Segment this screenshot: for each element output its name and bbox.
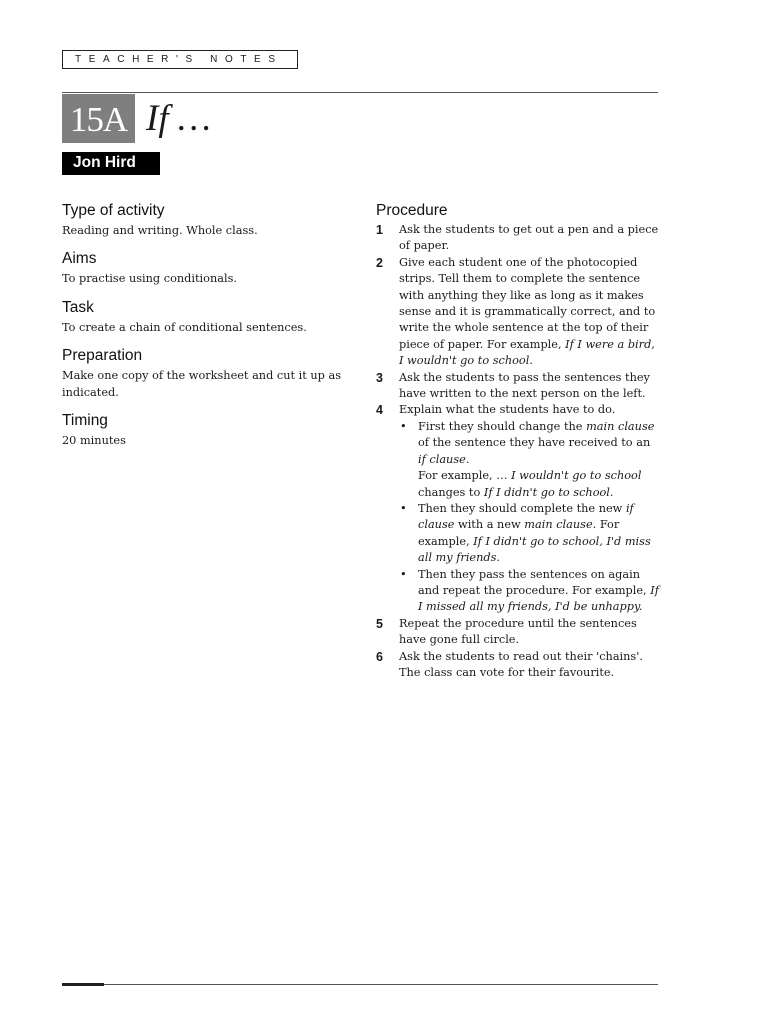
b2-a: Then they should complete the new — [418, 501, 626, 515]
procedure-step-2 — [376, 255, 660, 370]
b2-c: . For example, — [418, 518, 620, 548]
teachers-notes-label: TEACHER'S NOTES — [62, 50, 298, 69]
step-number: 5 — [376, 616, 383, 631]
bottom-divider — [62, 984, 658, 985]
section-aims — [62, 248, 347, 287]
step-2-example: If I were a bird, I wouldn't go to school — [399, 337, 655, 368]
type-heading: Type of activity — [62, 202, 165, 219]
procedure-step-6 — [376, 649, 660, 682]
b1-changes: changes to — [418, 485, 484, 499]
unit-code: 15A — [62, 94, 135, 143]
procedure-column — [376, 200, 660, 681]
bullet-item-1 — [399, 419, 660, 501]
prep-heading: Preparation — [62, 347, 143, 365]
bullet-text — [418, 501, 660, 567]
b2-ex: If I didn't go to school, I'd miss all my friends. — [418, 534, 651, 565]
b2-b: with a new — [454, 518, 525, 532]
unit-title: If … — [146, 98, 211, 139]
timing-heading: Timing — [62, 412, 108, 430]
task-text: To create a chain of conditional sentences. — [62, 320, 307, 334]
step-text — [399, 255, 660, 370]
b1-end: . — [609, 485, 614, 499]
bullet-text — [418, 419, 660, 501]
bullet-item-3 — [399, 567, 660, 616]
timing-text: 20 minutes — [62, 434, 126, 448]
step-text: Ask the students to get out a pen and a piece of paper. — [399, 223, 659, 253]
b1-c: . — [465, 452, 470, 466]
step-2-text: Give each student one of the photocopied strips. Tell them to complete the sentence with anything they like as long as it makes sense and it is grammatically correct, and to write the whole sentence at the top of their piece of paper. For example, — [399, 255, 656, 351]
b3-a: Then they pass the sentences on again and repeat the procedure. For example, — [418, 567, 651, 597]
author-name: Jon Hird — [62, 152, 160, 175]
step-number: 2 — [376, 255, 383, 270]
b3-ex: If I missed all my friends, I'd be unhappy. — [418, 583, 659, 614]
prep-text: Make one copy of the worksheet and cut it up as indicated. — [62, 369, 342, 399]
step-number: 1 — [376, 223, 383, 237]
aims-heading: Aims — [62, 250, 97, 268]
bullet-icon: • — [400, 501, 407, 515]
section-task — [62, 297, 347, 336]
section-timing — [62, 410, 347, 449]
b1-ex1: … I wouldn't go to school — [496, 469, 642, 483]
task-heading: Task — [62, 298, 94, 316]
b1-a: First they should change the — [418, 419, 587, 433]
procedure-step-1 — [376, 222, 660, 255]
bottom-divider-accent — [62, 983, 104, 986]
section-preparation — [62, 345, 347, 401]
left-column — [62, 200, 347, 458]
step-number: 6 — [376, 649, 383, 664]
b1-b: of the sentence they have received to an — [418, 436, 651, 450]
bullet-text — [418, 567, 660, 616]
b2-if: if clause — [418, 501, 634, 532]
step-number: 3 — [376, 370, 383, 385]
b1-if: if clause — [418, 452, 466, 466]
step-2-end: . — [529, 354, 533, 368]
b1-ex2: If I didn't go to school — [483, 485, 610, 499]
bullet-item-2 — [399, 501, 660, 567]
procedure-step-4 — [376, 402, 660, 418]
type-text: Reading and writing. Whole class. — [62, 224, 258, 237]
b2-main: main clause — [524, 518, 593, 532]
b1-for: For example, — [418, 469, 497, 483]
step-text: Repeat the procedure until the sentences have gone full circle. — [399, 616, 637, 647]
bullet-icon: • — [400, 567, 407, 581]
bullet-icon: • — [400, 419, 407, 433]
procedure-heading: Procedure — [376, 202, 448, 219]
step-text: Explain what the students have to do. — [399, 403, 616, 417]
step-text: Ask the students to read out their 'chains'. The class can vote for their favourite. — [399, 649, 643, 679]
b1-main: main clause — [586, 419, 655, 433]
top-divider — [62, 92, 658, 93]
section-type-of-activity — [62, 200, 347, 239]
step-text: Ask the students to pass the sentences they have written to the next person on the left. — [399, 370, 650, 401]
aims-text: To practise using conditionals. — [62, 272, 237, 286]
procedure-step-5 — [376, 616, 660, 649]
procedure-step-3 — [376, 370, 660, 403]
step-4-bullets — [376, 419, 660, 616]
step-number: 4 — [376, 403, 383, 418]
